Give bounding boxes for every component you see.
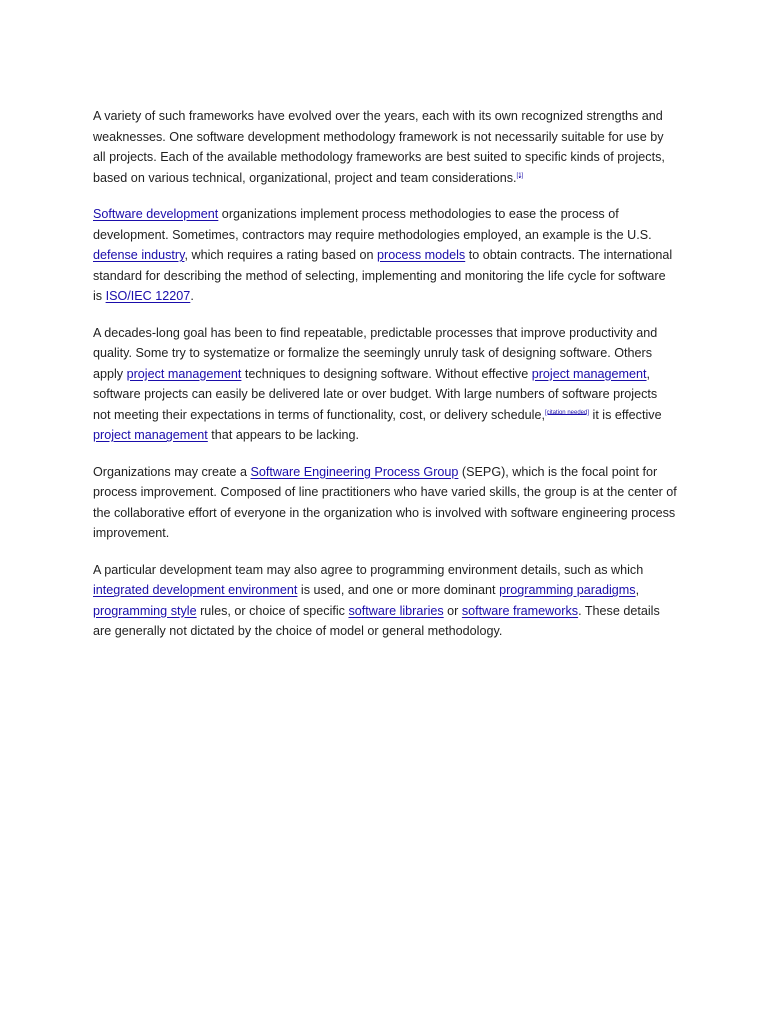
wiki-link[interactable]: Software development <box>93 207 219 221</box>
paragraph-3 <box>93 323 677 446</box>
wiki-link[interactable]: Software Engineering Process Group <box>250 464 459 479</box>
paragraph-text: that appears to be lacking. <box>207 428 360 442</box>
citation-link[interactable]: [citation needed] <box>544 409 590 416</box>
paragraph-text: organizations implement process methodologies to ease the process of development. Sometimes, contractors may require methodologies employed, an example is the U.S. <box>93 207 652 242</box>
citation-link[interactable]: [1] <box>516 172 524 179</box>
paragraph-5 <box>93 560 677 642</box>
paragraph-text: to obtain contracts. The international standard for describing the method of selecting, implementing and monitoring the life cycle for software is <box>93 248 673 303</box>
paragraph-text: or <box>443 603 462 618</box>
paragraph-text: , software projects can easily be delivered late or over budget. With large numbers of software projects not meeting their expectations in terms of functionality, cost, or delivery schedule, <box>93 366 658 422</box>
paragraph-text: , which requires a rating based on <box>184 248 378 262</box>
wiki-link[interactable]: project management <box>531 366 647 381</box>
paragraph-text: (SEPG), which is the focal point for process improvement. Composed of line practitioners who have varied skills, the group is at the center of the collaborative effort of everyone in the organization who is involved with software engineering process improvement. <box>93 464 677 540</box>
wiki-link[interactable]: ISO/IEC 12207 <box>105 289 191 303</box>
paragraph-text: A decades-long goal has been to find repeatable, predictable processes that improve productivity and quality. Some try to systematize or formalize the seemingly unruly task of designing software. Others apply <box>93 325 658 381</box>
paragraph-text: A particular development team may also agree to programming environment details, such as which <box>93 562 644 577</box>
paragraph-text: it is effective <box>589 407 662 422</box>
wiki-link[interactable]: project management <box>126 366 242 381</box>
wiki-link[interactable]: integrated development environment <box>93 583 298 597</box>
paragraph-1 <box>93 106 677 188</box>
paragraph-text: , <box>635 583 640 597</box>
paragraph-2 <box>93 204 677 307</box>
paragraph-text: . These details are generally not dictated by the choice of model or general methodology. <box>93 603 660 638</box>
wiki-link[interactable]: process models <box>377 248 466 262</box>
wiki-link[interactable]: project management <box>93 428 208 442</box>
paragraph-4 <box>93 462 677 544</box>
paragraph-text: rules, or choice of specific <box>196 603 349 618</box>
paragraph-text: A variety of such frameworks have evolved over the years, each with its own recognized strengths and weaknesses. One software development methodology framework is not necessarily suitable for use by all projects. Each of the available methodology frameworks are best suited to specific kinds of projects, based on various technical, organizational, project and team considerations. <box>93 109 665 185</box>
paragraph-text: . <box>190 289 194 303</box>
paragraph-text: techniques to designing software. Without effective <box>241 366 532 381</box>
wiki-link[interactable]: software frameworks <box>461 603 579 618</box>
document-body <box>93 106 677 658</box>
wiki-link[interactable]: defense industry <box>93 248 185 262</box>
wiki-link[interactable]: programming paradigms <box>499 583 636 597</box>
paragraph-text: Organizations may create a <box>93 464 251 479</box>
paragraph-text: is used, and one or more dominant <box>297 583 500 597</box>
wiki-link[interactable]: software libraries <box>348 603 444 618</box>
wiki-link[interactable]: programming style <box>93 603 197 618</box>
